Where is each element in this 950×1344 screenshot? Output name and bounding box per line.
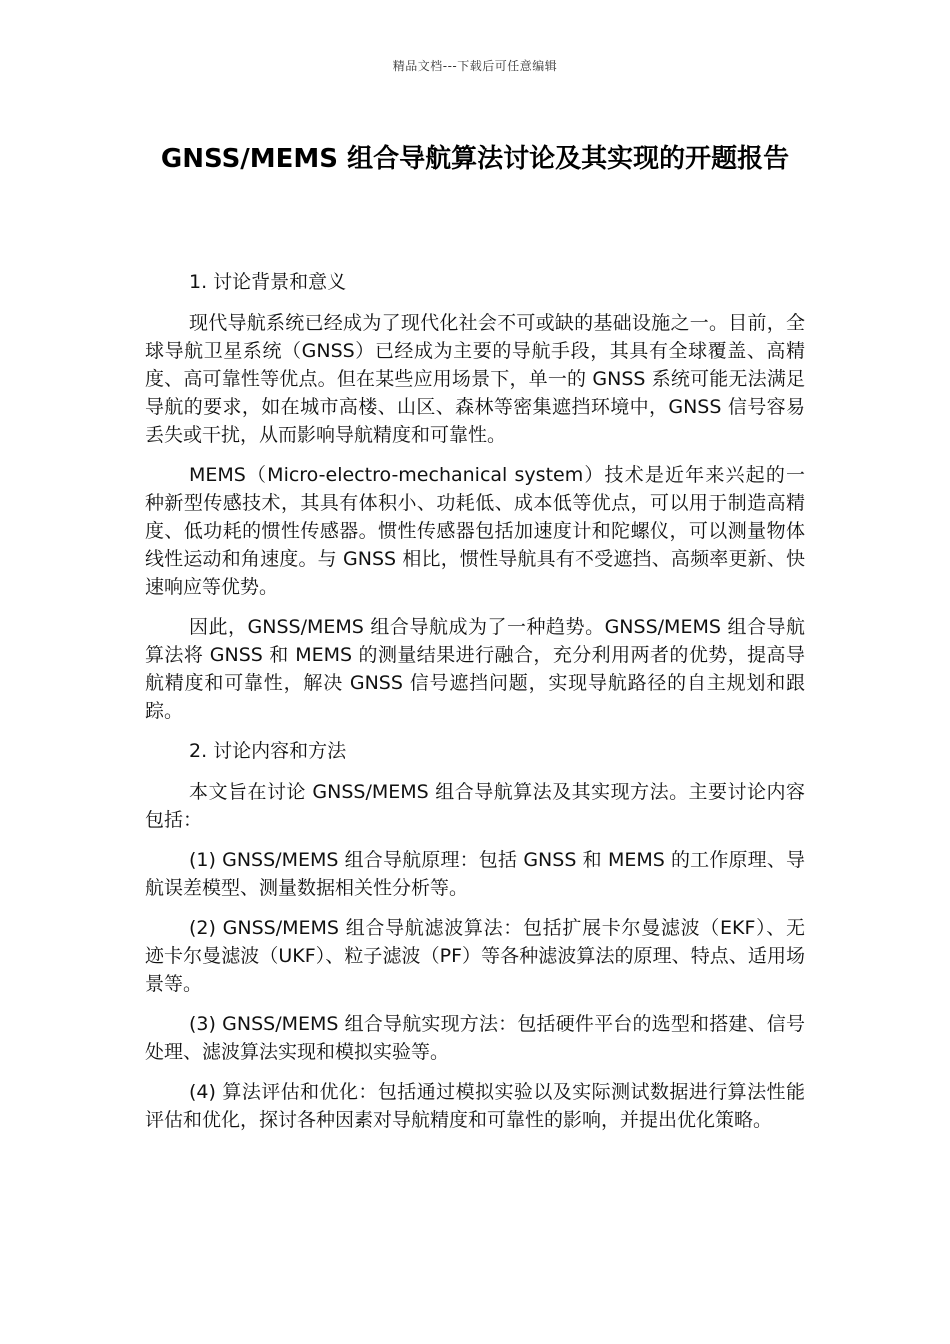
section-heading-content-methods: 2. 讨论内容和方法 [189, 740, 347, 762]
document-body [145, 268, 805, 1146]
paragraph-background-2: MEMS（Micro-electro-mechanical system）技术是近年来兴起的一种新型传感技术，其具有体积小、功耗低、成本低等优点，可以用于制造高精度、低功耗的惯性传感器。惯性传感器包括加速度计和陀螺仪，可以测量物体线性运动和角速度。与 GNSS 相比，惯性导航具有不受遮挡、高频率更新、快速响应等优势。 [145, 464, 805, 598]
document-title: GNSS/MEMS 组合导航算法讨论及其实现的开题报告 [160, 144, 790, 174]
list-item-evaluation: (4) 算法评估和优化：包括通过模拟实验以及实际测试数据进行算法性能评估和优化，探讨各种因素对导航精度和可靠性的影响，并提出优化策略。 [145, 1081, 805, 1131]
list-item-filter-algorithms: (2) GNSS/MEMS 组合导航滤波算法：包括扩展卡尔曼滤波（EKF）、无迹卡尔曼滤波（UKF）、粒子滤波（PF）等各种滤波算法的原理、特点、适用场景等。 [145, 917, 805, 995]
list-item-implementation: (3) GNSS/MEMS 组合导航实现方法：包括硬件平台的选型和搭建、信号处理、滤波算法实现和模拟实验等。 [145, 1013, 805, 1063]
section-heading-background: 1. 讨论背景和意义 [189, 271, 347, 293]
paragraph-content-intro: 本文旨在讨论 GNSS/MEMS 组合导航算法及其实现方法。主要讨论内容包括： [145, 781, 805, 831]
paragraph-background-3: 因此，GNSS/MEMS 组合导航成为了一种趋势。GNSS/MEMS 组合导航算法将 GNSS 和 MEMS 的测量结果进行融合，充分利用两者的优势，提高导航精度和可靠性，解决 GNSS 信号遮挡问题，实现导航路径的自主规划和跟踪。 [145, 616, 805, 722]
list-item-principle: (1) GNSS/MEMS 组合导航原理：包括 GNSS 和 MEMS 的工作原理、导航误差模型、测量数据相关性分析等。 [145, 849, 805, 899]
header-note: 精品文档---下载后可任意编辑 [392, 59, 558, 73]
paragraph-background-1: 现代导航系统已经成为了现代化社会不可或缺的基础设施之一。目前，全球导航卫星系统（GNSS）已经成为主要的导航手段，其具有全球覆盖、高精度、高可靠性等优点。但在某些应用场景下，单一的 GNSS 系统可能无法满足导航的要求，如在城市高楼、山区、森林等密集遮挡环境中，GNSS 信号容易丢失或干扰，从而影响导航精度和可靠性。 [145, 312, 805, 446]
